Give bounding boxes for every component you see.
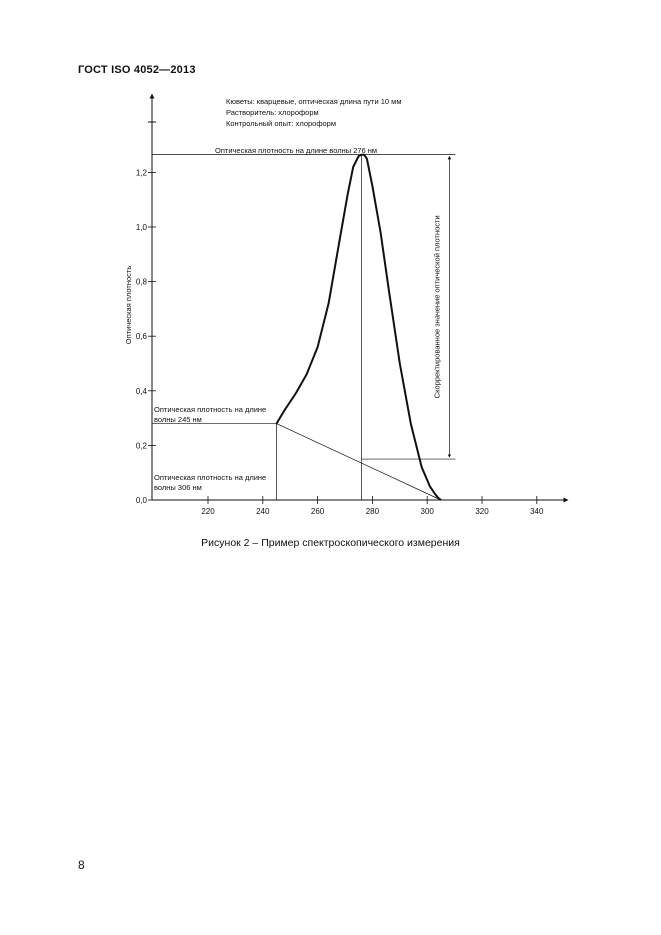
y-tick-label: 0,2 — [135, 441, 147, 451]
annotation-245-line1: Оптическая плотность на длине — [154, 405, 267, 414]
x-tick-label: 340 — [530, 507, 544, 516]
x-tick-label: 320 — [475, 507, 489, 516]
spectrum-curve — [277, 155, 441, 500]
x-tick-label: 220 — [201, 507, 215, 516]
figure-caption: Рисунок 2 – Пример спектроскопического измерения — [201, 537, 460, 549]
note-blank: Контрольный опыт: хлороформ — [226, 119, 337, 128]
page-number: 8 — [78, 858, 85, 872]
y-tick-label: 1,0 — [135, 223, 147, 232]
x-tick-label: 240 — [256, 507, 270, 516]
annotation-peak: Оптическая плотность на длине волны 276 нм — [215, 146, 378, 155]
x-tick-label: 280 — [365, 507, 380, 516]
y-tick-label: 0,4 — [135, 386, 147, 396]
annotation-corrected: Скорректированное значение оптической плотности — [432, 215, 442, 399]
y-tick-label: 1,2 — [135, 168, 147, 178]
y-axis-label: Оптическая плотность — [124, 265, 133, 345]
y-tick-label: 0,8 — [135, 277, 147, 287]
y-tick-label: 0,0 — [135, 496, 147, 505]
annotation-306-line2: волны 306 нм — [154, 483, 202, 492]
annotation-306-line1: Оптическая плотность на длине — [154, 473, 267, 482]
baseline-line — [277, 424, 441, 500]
x-tick-label: 300 — [420, 507, 434, 516]
x-tick-label: 260 — [310, 507, 325, 516]
annotation-245-line2: волны 245 нм — [154, 415, 202, 424]
axis-ticks — [136, 168, 544, 516]
document-header: ГОСТ ISO 4052—2013 — [78, 64, 196, 76]
y-tick-label: 0,6 — [135, 332, 147, 342]
note-solvent: Растворитель: хлороформ — [226, 108, 319, 117]
note-cuvettes: Кюветы: кварцевые, оптическая длина пути 10 мм — [226, 97, 402, 106]
